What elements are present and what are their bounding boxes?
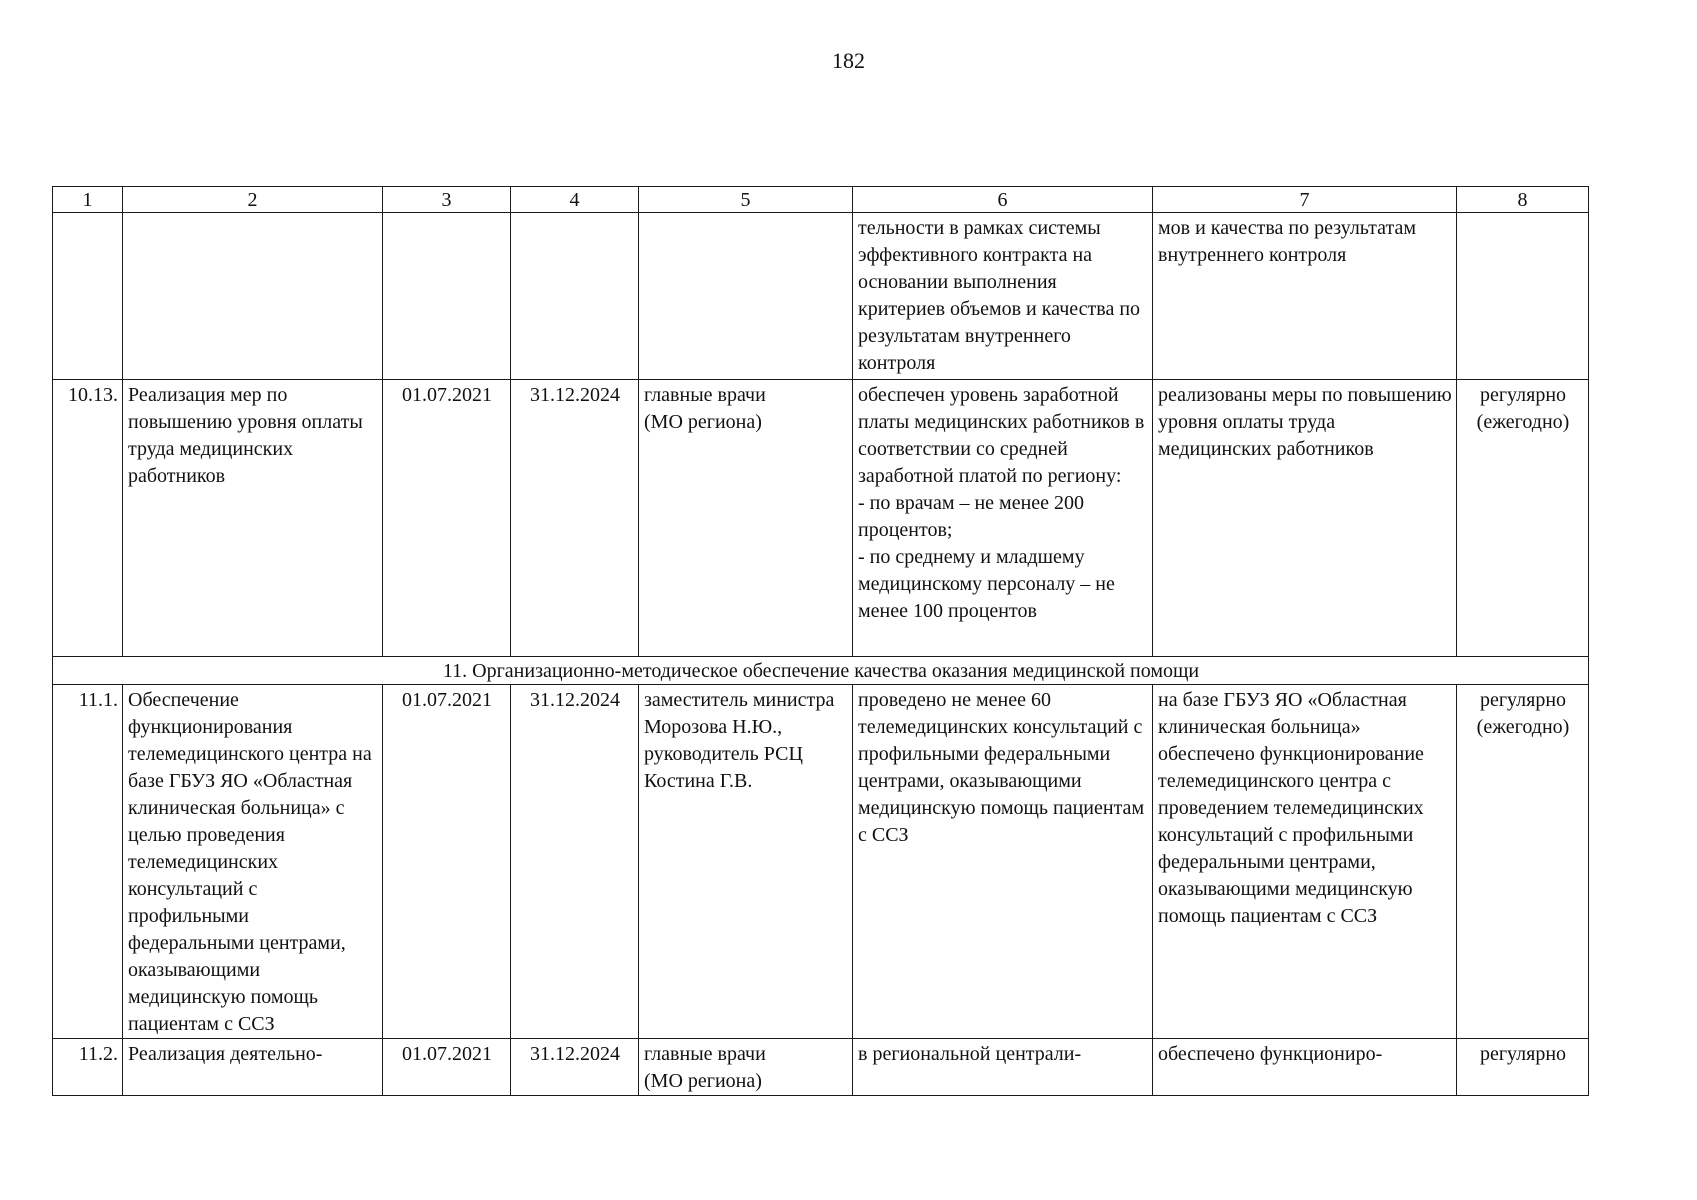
column-header: 2 <box>123 187 383 213</box>
cell-result: обеспечено функциониро- <box>1153 1039 1457 1096</box>
section-title: 11. Организационно-методическое обеспечение качества оказания медицинской помощи <box>53 657 1589 685</box>
column-header: 4 <box>511 187 639 213</box>
cell-start-date: 01.07.2021 <box>383 380 511 657</box>
cell-event <box>123 213 383 380</box>
column-header: 1 <box>53 187 123 213</box>
cell-number: 11.2. <box>53 1039 123 1096</box>
cell-responsible: главные врачи (МО региона) <box>639 380 853 657</box>
cell-period: регулярно <box>1457 1039 1589 1096</box>
table-row-continuation <box>53 213 1589 380</box>
cell-indicator: в региональной централи- <box>853 1039 1153 1096</box>
column-header: 8 <box>1457 187 1589 213</box>
cell-result: реализованы меры по повышению уровня оплаты труда медицинских работников <box>1153 380 1457 657</box>
cell-responsible: заместитель министра Морозова Н.Ю., руководитель РСЦ Костина Г.В. <box>639 685 853 1039</box>
page-number: 182 <box>832 48 865 73</box>
column-number-row <box>53 187 1589 213</box>
cell-event: Реализация деятельно- <box>123 1039 383 1096</box>
cell-indicator: обеспечен уровень заработной платы медицинских работников в соответствии со средней заработной платой по региону: - по врачам – не менее 200 процентов; - по среднему и младшему медицинскому персоналу – не менее 100 процентов <box>853 380 1153 657</box>
column-header: 6 <box>853 187 1153 213</box>
section-heading-row <box>53 657 1589 685</box>
cell-event: Обеспечение функционирования телемедицинского центра на базе ГБУЗ ЯО «Областная клиническая больница» с целью проведения телемедицинских консультаций с профильными федеральными центрами, оказывающими медицинскую помощь пациентам с ССЗ <box>123 685 383 1039</box>
column-header: 5 <box>639 187 853 213</box>
cell-end-date <box>511 213 639 380</box>
cell-period <box>1457 213 1589 380</box>
table-row <box>53 1039 1589 1096</box>
cell-start-date: 01.07.2021 <box>383 685 511 1039</box>
cell-number: 11.1. <box>53 685 123 1039</box>
cell-end-date: 31.12.2024 <box>511 380 639 657</box>
column-header: 7 <box>1153 187 1457 213</box>
cell-indicator: проведено не менее 60 телемедицинских консультаций с профильными федеральными центрами, оказывающими медицинскую помощь пациентам с ССЗ <box>853 685 1153 1039</box>
cell-event: Реализация мер по повышению уровня оплаты труда медицинских работников <box>123 380 383 657</box>
cell-responsible: главные врачи (МО региона) <box>639 1039 853 1096</box>
action-plan-table <box>52 186 1589 1096</box>
table-row <box>53 685 1589 1039</box>
cell-end-date: 31.12.2024 <box>511 1039 639 1096</box>
cell-start-date: 01.07.2021 <box>383 1039 511 1096</box>
cell-result: на базе ГБУЗ ЯО «Областная клиническая больница» обеспечено функционирование телемедицинского центра с проведением телемедицинских консультаций с профильными федеральными центрами, оказывающими медицинскую помощь пациентам с ССЗ <box>1153 685 1457 1039</box>
column-header: 3 <box>383 187 511 213</box>
cell-indicator: тельности в рамках системы эффективного контракта на основании выполнения критериев объемов и качества по результатам внутреннего контроля <box>853 213 1153 380</box>
cell-end-date: 31.12.2024 <box>511 685 639 1039</box>
table-row <box>53 380 1589 657</box>
cell-start-date <box>383 213 511 380</box>
cell-number <box>53 213 123 380</box>
cell-period: регулярно (ежегодно) <box>1457 380 1589 657</box>
cell-responsible <box>639 213 853 380</box>
cell-number: 10.13. <box>53 380 123 657</box>
cell-period: регулярно (ежегодно) <box>1457 685 1589 1039</box>
cell-result: мов и качества по результатам внутреннего контроля <box>1153 213 1457 380</box>
